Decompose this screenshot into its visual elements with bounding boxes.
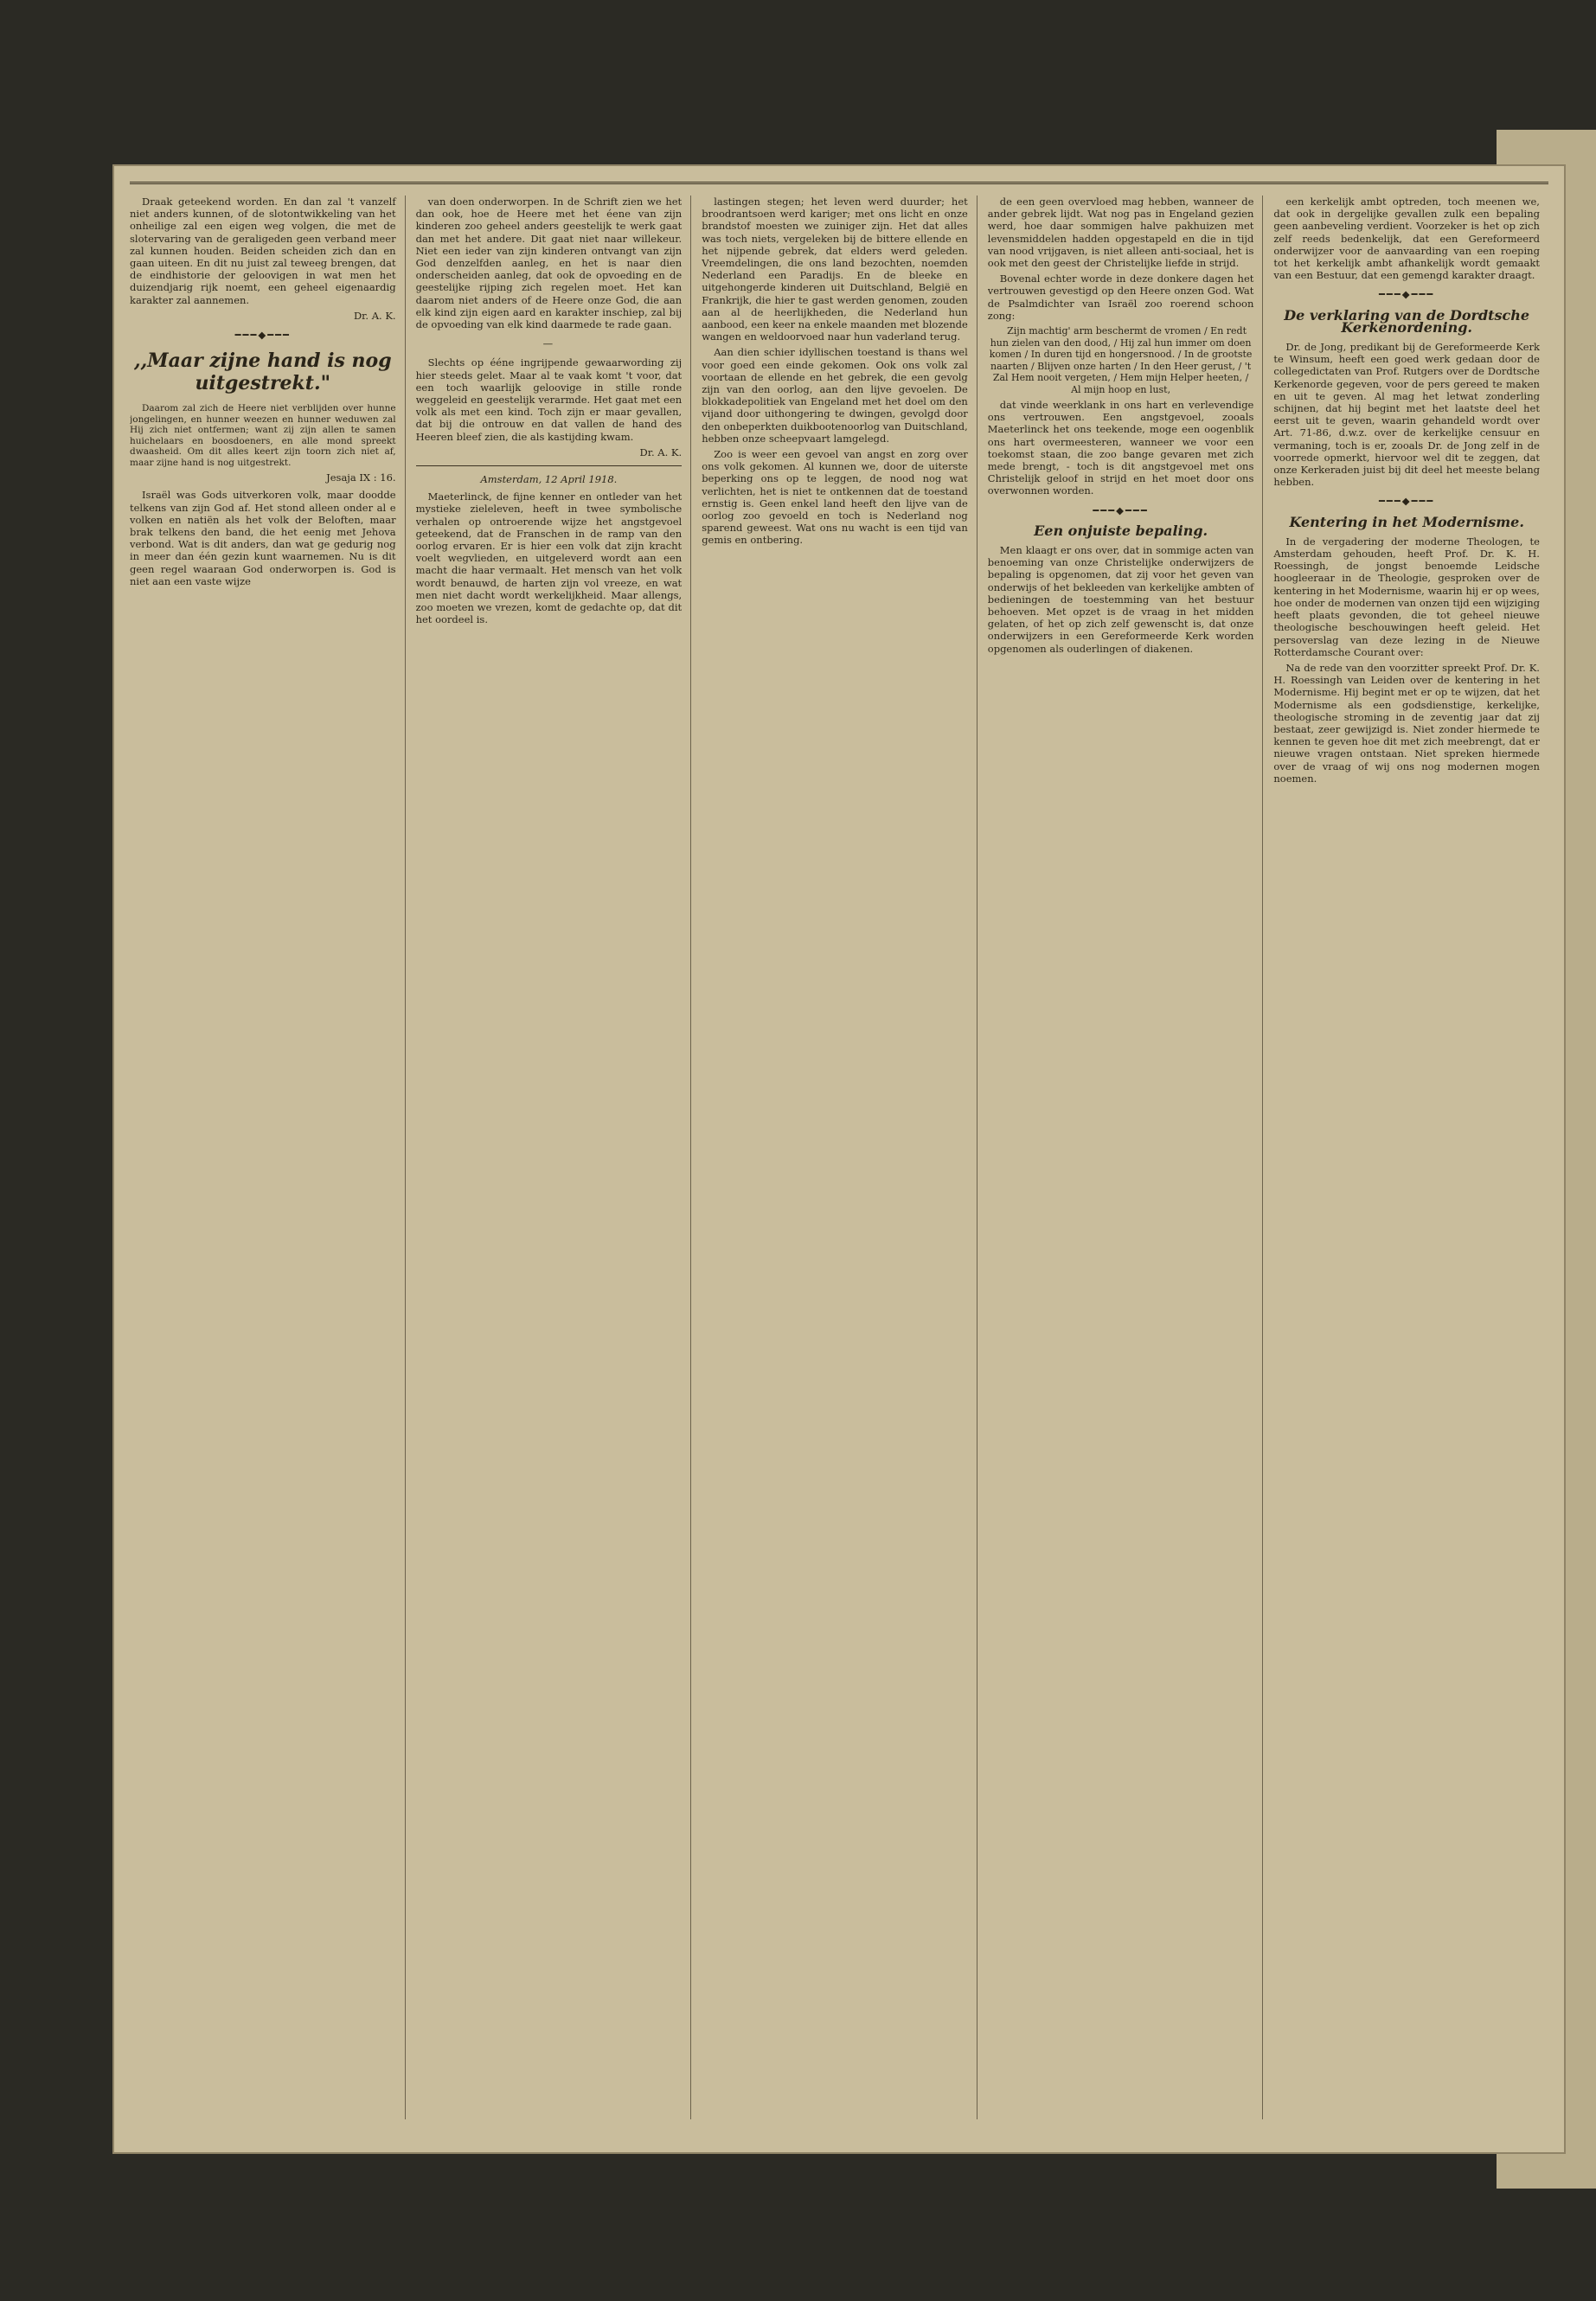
column-4 bbox=[988, 195, 1264, 2119]
columns bbox=[130, 195, 1548, 2119]
separator-ornament-3: ━━━◆━━━ bbox=[1378, 288, 1435, 301]
top-rule bbox=[130, 182, 1548, 184]
col1-body: Israël was Gods uitverkoren volk, maar doodde telkens van zijn God af. Het stond alleen onder al e volken en natiën als het volk der Beloften, maar brak telkens den band, die het eenig met Jehova verbond. Wat is dit anders, dan wat ge gedurig nog in meer dan één gezin kunt waarnemen. Nu is dit geen regel waaraan God onderworpen is. God is niet aan een vaste wijze bbox=[130, 489, 396, 587]
col4-body2: Bovenal echter worde in deze donkere dagen het vertrouwen gevestigd op den Heere onzen God. Wat de Psalmdichter van Israël zoo roerend schoon zong: bbox=[987, 272, 1254, 322]
col1-verse: Daarom zal zich de Heere niet verblijden over hunne jongelingen, en hunner weezen en hunner weduwen zal Hij zich niet ontfermen; want zij zijn allen te samen huichelaars en boosdoeners, en alle mond spreekt dwaasheid. Om dit alles keert zijn toorn zich niet af, maar zijne hand is nog uitgestrekt. bbox=[130, 403, 396, 468]
col2-body2: Slechts op ééne ingrijpende gewaarwording zij hier steeds gelet. Maar al te vaak komt 't voor, dat een toch waarlijk geloovige in stille ronde weggeleid en geestelijk verarmde. Het gaat met een volk als met een kind. Toch zijn er maar gevallen, dat bij die ontrouw en dat vallen de hand des Heeren bleef zien, die als kastijding kwam. bbox=[415, 356, 683, 443]
col3-body2: Aan dien schier idyllischen toestand is thans wel voor goed een einde gekomen. Ook ons volk zal voortaan de ellende en het gebrek, die een gevolg zijn van den oorlog, aan den lijve gevoelen. De blokkadepolitiek van Engeland met het doel om den vijand door uithongering te dwingen, gevolgd door den onbeperkten duikbootenoorlog van Duitschland, hebben onze scheepvaart lamgelegd. bbox=[702, 346, 968, 445]
article-heading-hand: ,,Maar zijne hand is nog uitgestrekt." bbox=[133, 349, 392, 395]
separator-ornament-4: ━━━◆━━━ bbox=[1378, 495, 1435, 508]
column-3 bbox=[702, 195, 977, 2119]
col5-body1: een kerkelijk ambt optreden, toch meenen we, dat ook in dergelijke gevallen zulk een bepaling geen aanbeveling verdient. Voorzeker is het op zich zelf reeds bedenkelijk, dat een Gereformeerd onderwijzer voor de aanvaarding van een roeping tot het kerkelijk ambt afhankelijk wordt gemaakt van een Bestuur, dat een gemengd karakter draagt. bbox=[1273, 195, 1540, 282]
col2-body3: Maeterlinck, de fijne kenner en ontleder van het mystieke zieleleven, heeft in twee symbolische verhalen op ontroerende wijze het angstgevoel geteekend, dat de Franschen in de ramp van den oorlog ervaren. Er is hier een volk dat zijn kracht voelt wegvlieden, en uitgeleverd wordt aan een macht die haar vermaalt. Het mensch van het volk wordt benauwd, de harten zijn vol vreeze, en wat men niet dacht wordt werkelijkheid. Maar allengs, zoo moeten we vrezen, komt de gedachte op, dat dit het oordeel is. bbox=[415, 490, 683, 626]
col3-body3: Zoo is weer een gevoel van angst en zorg over ons volk gekomen. Al kunnen we, door de uiterste beperking ons op te leggen, de nood nog wat verlichten, het is niet te ontkennen dat de toestand ernstig is. Geen enkel land heeft den lijve van de oorlog zoo gevoeld en toch is Nederland nog sparend geweest. Wat ons nu wacht is een tijd van gemis en ontbering. bbox=[702, 448, 968, 547]
col5-body3: In de vergadering der moderne Theologen, te Amsterdam gehouden, heeft Prof. Dr. K. H. Roessingh, de jongst benoemde Leidsche hoogleeraar in de Theologie, gesproken over de kentering in het Modernisme, waarin hij er op wees, hoe onder de modernen van onzen tijd een wijziging heeft plaats gevonden, die tot geheel nieuwe theologische beschouwingen heeft geleid. Het persoverslag van deze lezing in de Nieuwe Rotterdamsche Courant over: bbox=[1273, 535, 1540, 658]
col2-signature: Dr. A. K. bbox=[639, 445, 683, 458]
col2-body1: van doen onderworpen. In de Schrift zien we het dan ook, hoe de Heere met het éene van zijn kinderen zoo geheel anders geestelijk te werk gaat dan met het andere. Dit gaat niet naar willekeur. Niet een ieder van zijn kinderen ontvangt van zijn God denzelfden aanleg, en het is naar dien onderscheiden aanleg, dat ook de opvoeding en de geestelijke rijping zich regelen moet. Het kan daarom niet anders of de Heere onze God, die aan elk kind zijn eigen aard en karakter inschiep, zal bij de opvoeding van elk kind daarmede te rade gaan. bbox=[415, 195, 683, 331]
col1-intro: Draak geteekend worden. En dan zal 't vanzelf niet anders kunnen, of de slotontwikkeling van het onheilige zal een eigen weg volgen, die met de slotervaring van de geraligeden geen verband meer zal kunnen houden. Beiden scheiden zich dan en gaan uiteen. En dit nu juist zal teweeg brengen, dat de eindhistorie der geloovigen in wat men het duizendjarig rijk noemt, een geheel eigenaardig karakter zal aannemen. bbox=[130, 195, 396, 306]
col4-body4: Men klaagt er ons over, dat in sommige acten van benoeming van onze Christelijke onderwijzers de bepaling is opgenomen, dat zij voor het geven van onderwijs of het bekleeden van kerkelijke ambten of bedieningen de toestemming van het bestuur behoeven. Met opzet is de vraag in het midden gelaten, of het op zich zelf gewenscht is, dat onze onderwijzers in een Gereformeerde Kerk worden opgenomen als ouderlingen of diakenen. bbox=[987, 544, 1254, 655]
column-2 bbox=[416, 195, 692, 2119]
column-1 bbox=[130, 195, 406, 2119]
separator-ornament-2: ━━━◆━━━ bbox=[1093, 503, 1149, 516]
section-rule bbox=[416, 465, 683, 466]
col5-body4: Na de rede van den voorzitter spreekt Prof. Dr. K. H. Roessingh van Leiden over de kentering in het Modernisme. Hij begint met er op te wijzen, dat het Modernisme als een godsdienstige, kerkelijke, theologische stroming in de zeventig jaar dat zij bestaat, zeer gewijzigd is. Niet zonder hiermede te kennen te geven hoe dit met zich meebrengt, dat er nieuwe vragen ontstaan. Niet spreken hiermede over de vraag of wij ons nog modernen mogen noemen. bbox=[1273, 661, 1540, 785]
column-5 bbox=[1273, 195, 1548, 2119]
separator-ornament: ━━━◆━━━ bbox=[234, 329, 291, 342]
col1-signature: Dr. A. K. bbox=[353, 309, 396, 322]
article-heading-kentering: Kentering in het Modernisme. bbox=[1289, 513, 1524, 530]
col4-body1: de een geen overvloed mag hebben, wanneer de ander gebrek lijdt. Wat nog pas in Engeland gezien werd, hoe daar sommigen halve pakhuizen met levensmiddelen hadden opgestapeld en die in tijd van nood vrijgaven, is niet alleen anti-sociaal, het is ook met den geest der Christelijke liefde in strijd. bbox=[987, 195, 1254, 270]
col4-body3: dat vinde weerklank in ons hart en verlevendige ons vertrouwen. Een angstgevoel, zooals Maeterlinck het ons teekende, moge een oogenblik ons hart overmeesteren, wanneer we voor een toekomst staan, die zoo bange gevaren met zich mede brengt, - toch is dit angstgevoel met ons Christelijk geloof in strijd en het moet door ons overwonnen worden. bbox=[987, 399, 1254, 497]
article-heading-verklaring: De verklaring van de Dordtsche Kerkenordening. bbox=[1284, 306, 1530, 336]
separator-dash: — bbox=[542, 337, 555, 350]
newspaper-page bbox=[112, 164, 1566, 2154]
dateline: Amsterdam, 12 April 1918. bbox=[480, 473, 618, 486]
col3-body1: lastingen stegen; het leven werd duurder; het broodrantsoen werd kariger; met ons licht en onze brandstof moesten we zuiniger zijn. Het dat alles was toch niets, vergeleken bij de bittere ellende en het nijpende gebrek, dat elders werd geleden. Vreemdelingen, die ons land bezochten, noemden Nederland een Paradijs. En de bleeke en uitgehongerde kinderen uit Duitschland, België en Frankrijk, die hier te gast werden genomen, zouden aan al de heerlijkheden, die Nederland hun aanbood, een keer na enkele maanden met blozende wangen en weldoorvoed naar hun vaderland terug. bbox=[702, 195, 968, 343]
article-heading-onjuiste: Een onjuiste bepaling. bbox=[1034, 522, 1208, 539]
col5-body2: Dr. de Jong, predikant bij de Gereformeerde Kerk te Winsum, heeft een goed werk gedaan door de collegedictaten van Prof. Rutgers over de Dordtsche Kerkenorde gegeven, voor de pers gereed te maken en uit te geven. Al mag het letwat zonderling schijnen, dat hij begint met het laatste deel het eerst uit te geven, waarin gehandeld wordt over Art. 71-86, d.w.z. over de kerkelijke censuur en vermaning, toch is er, zooals Dr. de Jong zelf in de voorrede opmerkt, hiervoor wel dit te zeggen, dat onze Kerkeraden juist bij dit deel het meeste belang hebben. bbox=[1273, 341, 1540, 489]
col4-poem: Zijn machtig' arm beschermt de vromen / En redt hun zielen van den dood, / Hij zal hun immer om doen komen / In duren tijd en hongersnood. / In de grootste naarten / Blijven onze harten / In den Heer gerust, / 't Zal Hem nooit vergeten, / Hem mijn Helper heeten, / Al mijn hoop en lust, bbox=[989, 325, 1253, 395]
col1-verse-ref: Jesaja IX : 16. bbox=[326, 471, 396, 484]
